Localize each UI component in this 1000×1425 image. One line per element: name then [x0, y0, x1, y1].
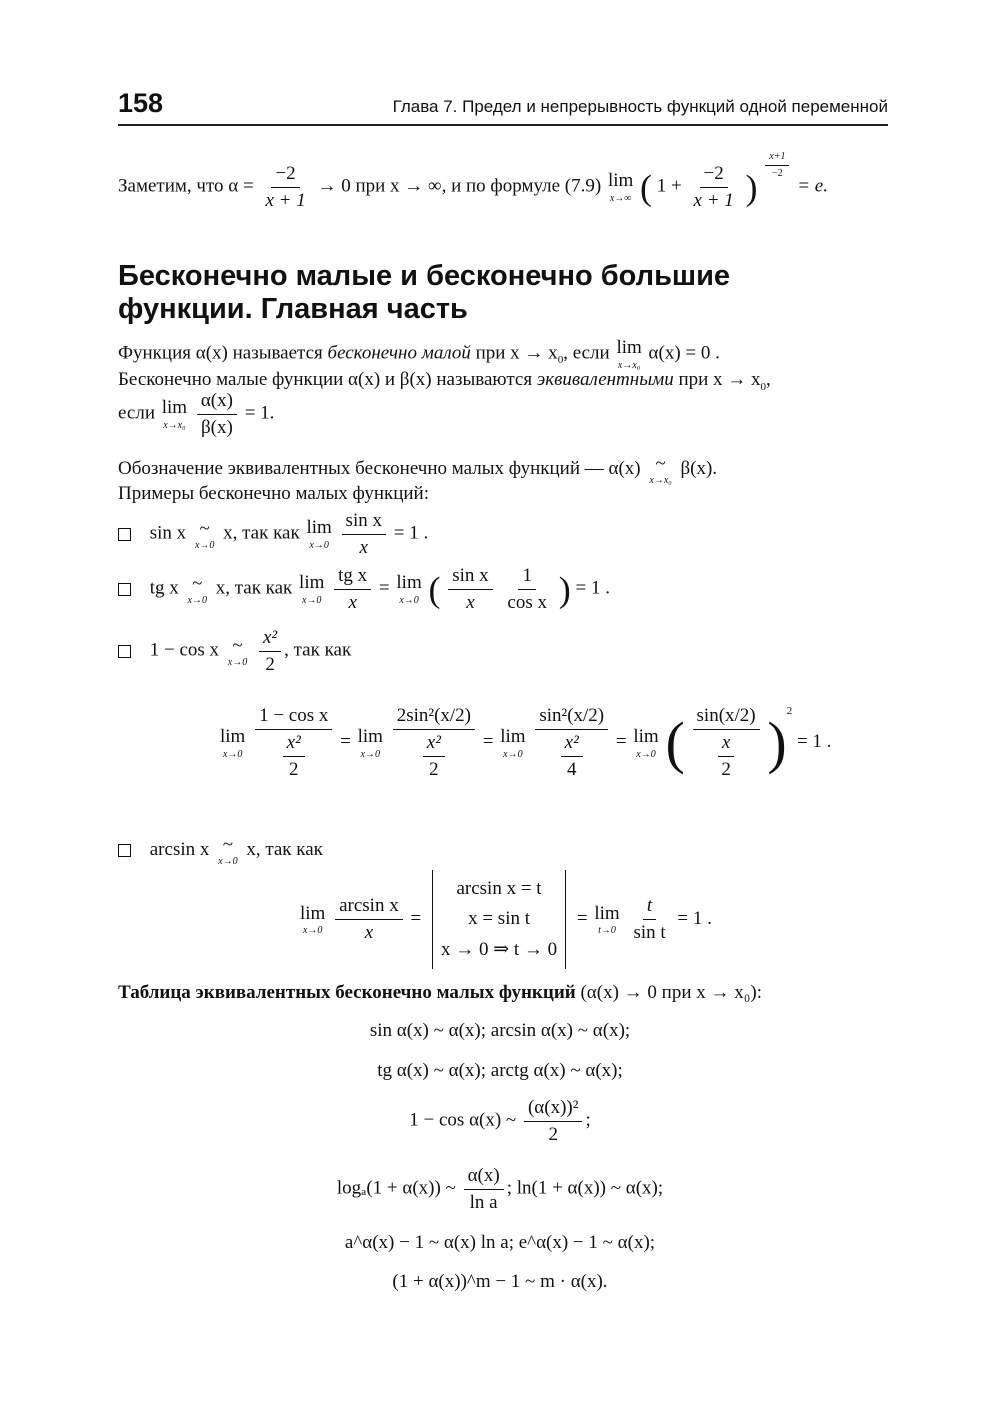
substitution-block: arcsin x = t x = sin t x → 0 ⇒ t → 0: [432, 870, 566, 969]
table-row-6: (1 + α(x))^m − 1 ~ m · α(x).: [392, 1271, 608, 1292]
cos-limit-chain: lim x→0 $\frac{\text{1 − cos x}}{\frac{\text{x²}}{2}}$ = lim x→0 $\frac{\text{2sin²(x/2)}}{\frac{\text{x²}}{2}}$ = lim x→0 $\frac{\text{sin²(x/2)}}{\frac{\text{x²}}{4}}$ = lim x→0 ( $\frac{\sin(x/2)}{\frac{x}{2}}$ )$^2$ = 1 .: [220, 705, 832, 780]
table-row-3: 1 − cos α(x) ~ $\frac{\text{(α(x))²}}{2}$ ;: [409, 1097, 591, 1145]
example-sin: sin x ~ x→0 x, так как lim x→0 $\frac{\text{sin x}}{x}$ = 1 .: [118, 510, 428, 559]
example-arcsin: arcsin x ~ x→0 x, так как: [118, 834, 323, 867]
example-tg: tg x ~ x→0 x, так как lim x→0 $\frac{\text{tg x}}{x}$ = lim x→0 ( $\frac{\text{sin x}}{x}$ $\frac{1}{\text{cos x}}$ ) = 1 .: [118, 565, 610, 614]
intro-fraction: $\frac{-2}{x + 1}$: [265, 163, 306, 211]
section-heading: Бесконечно малые и бесконечно большие функции. Главная часть: [118, 260, 731, 325]
intro-line: Заметим, что α = $\frac{-2}{x + 1}$ → 0 при x → ∞, и по формуле (7.9) lim x→∞ ( 1 + $\frac{-2}{x + 1}$ ) $\frac{x+1}{-2}$ = e.: [118, 151, 828, 211]
arcsin-limit-chain: lim x→0 $\frac{\text{arcsin x}}{x}$ = arcsin x = t x = sin t x → 0 ⇒ t → 0 = lim t→0 $\frac{t}{\text{sin t}}$ = 1 .: [298, 870, 712, 969]
page-number: 158: [118, 88, 164, 118]
term-infinitesimal: бесконечно малой: [327, 342, 471, 364]
bullet-icon: [118, 583, 131, 596]
bullet-icon: [118, 645, 131, 658]
header-rule: [118, 124, 888, 126]
intro-tail: → 0 при x → ∞, и по формуле (7.9): [317, 175, 602, 197]
example-cos: 1 − cos x ~ x→0 $\frac{\text{x²}}{2}$ , так как: [118, 627, 351, 676]
definition-equivalent-formula: если lim x→x₀ $\frac{\alpha(x)}{\beta(x)}$ = 1.: [118, 390, 275, 438]
intro-exponent: $\frac{x+1}{-2}$: [765, 151, 789, 179]
intro-limit: lim x→∞: [607, 170, 634, 205]
table-heading: Таблица эквивалентных бесконечно малых функций (α(x) → 0 при x → x₀):: [118, 982, 762, 1003]
definition-infinitesimal: Функция α(x) называется бесконечно малой при $x \to x_0$, если lim x→x₀ α(x) = 0 .: [118, 337, 720, 371]
table-row-1: sin α(x) ~ α(x); arcsin α(x) ~ α(x);: [369, 1020, 631, 1041]
table-row-2: tg α(x) ~ α(x); arctg α(x) ~ α(x);: [377, 1060, 623, 1081]
intro-inner-fraction: $\frac{-2}{x + 1}$: [693, 163, 734, 211]
table-row-4: logₐ(1 + α(x)) ~ $\frac{\alpha(x)}{\text{ln a}}$ ; ln(1 + α(x)) ~ α(x);: [336, 1165, 664, 1213]
definition-equivalent: Бесконечно малые функции α(x) и β(x) называются эквивалентными при $x \to x_0$,: [118, 369, 771, 393]
bullet-icon: [118, 844, 131, 857]
intro-lead: Заметим, что α =: [118, 175, 254, 197]
chapter-title: Глава 7. Предел и непрерывность функций одной переменной: [392, 97, 888, 116]
notation-line: Обозначение эквивалентных бесконечно малых функций — α(x) ~ x→x₀ β(x).: [118, 453, 718, 486]
examples-intro: Примеры бесконечно малых функций:: [118, 483, 429, 504]
bullet-icon: [118, 528, 131, 541]
term-equivalent: эквивалентными: [536, 369, 674, 390]
table-row-5: a^α(x) − 1 ~ α(x) ln a; e^α(x) − 1 ~ α(x);: [344, 1232, 656, 1253]
